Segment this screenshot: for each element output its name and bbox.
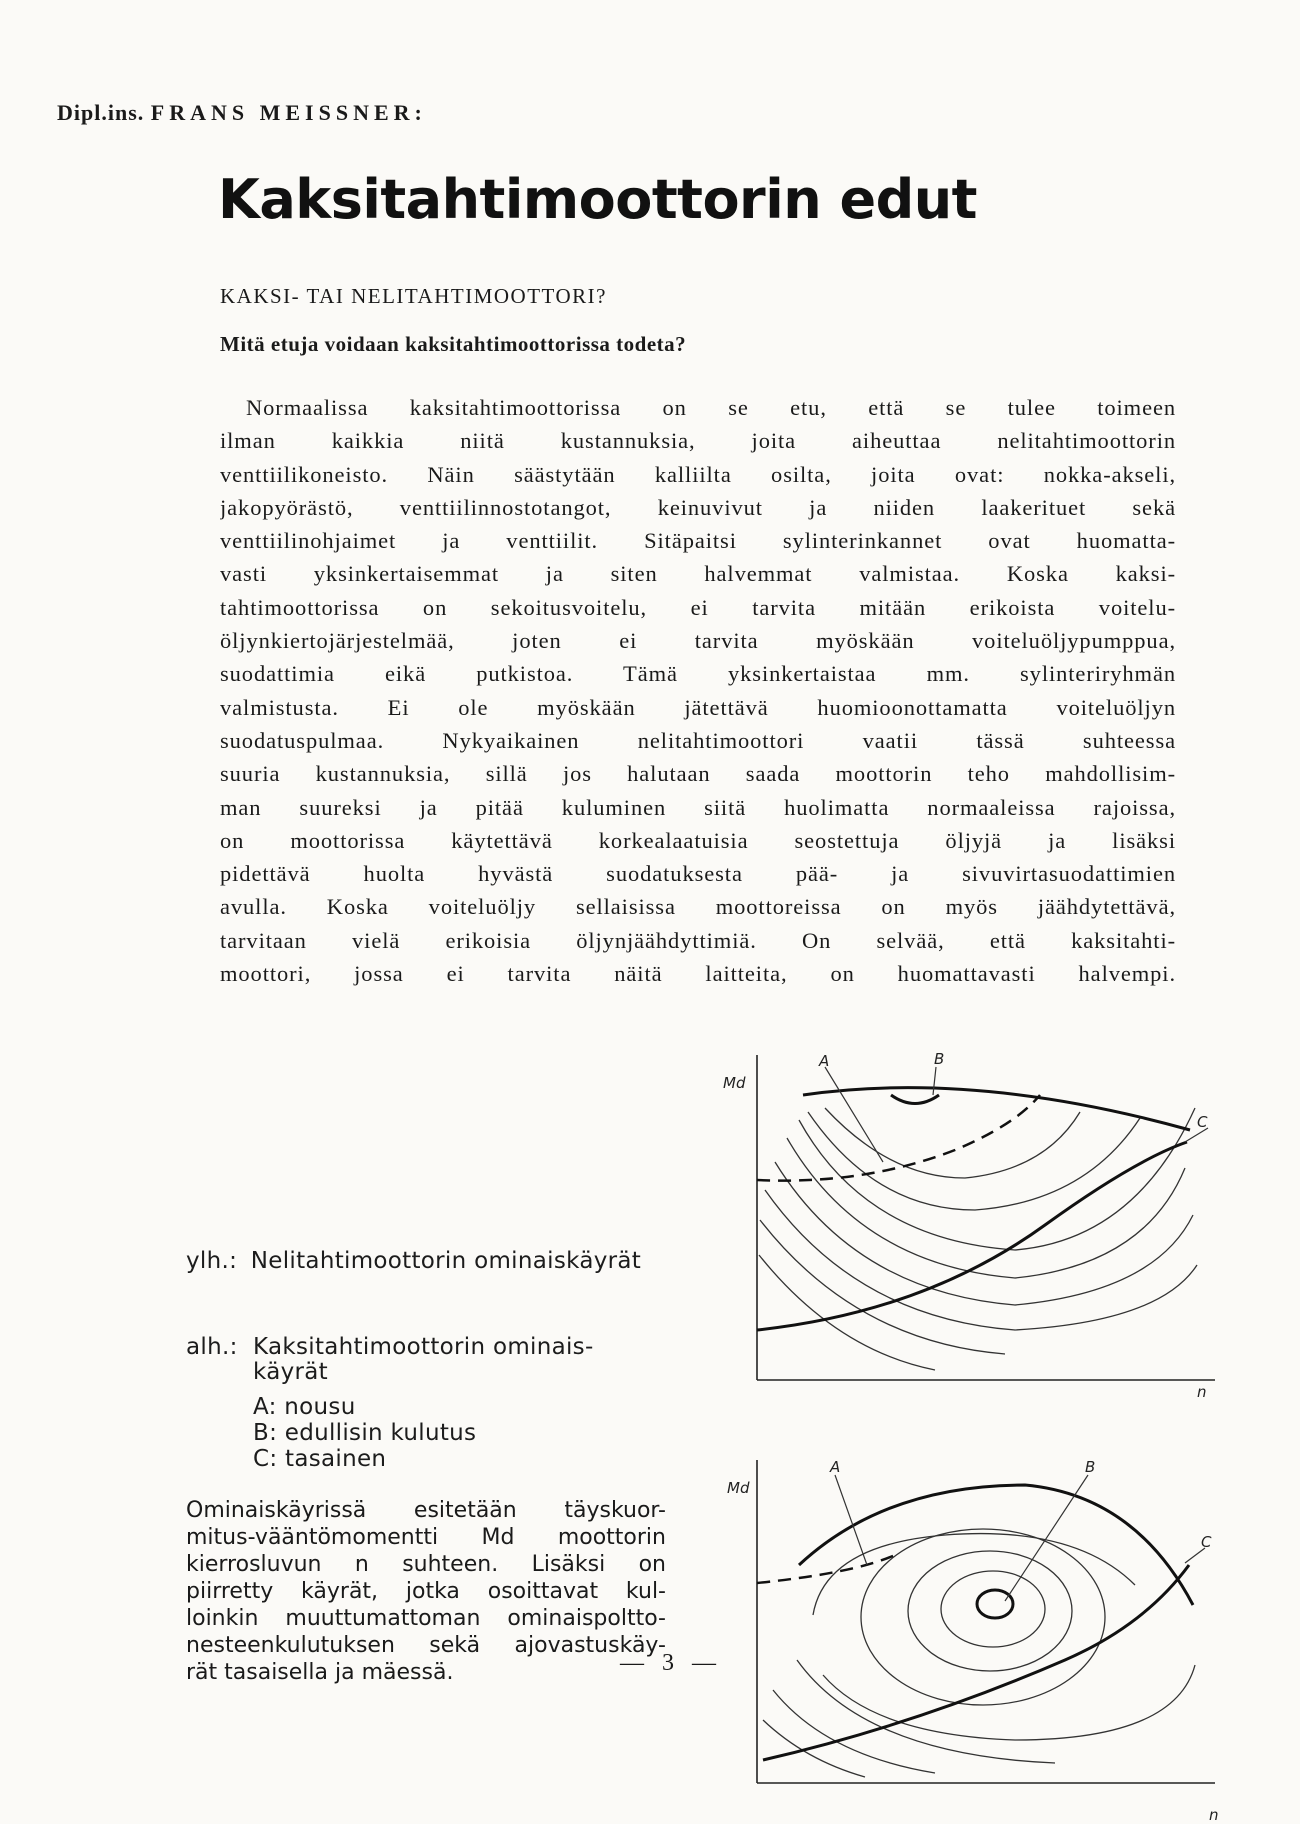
lower-label-a: A: [830, 1458, 841, 1476]
upper-consumption-core: [891, 1095, 939, 1104]
upper-dashed-curve: [757, 1095, 1040, 1181]
body-line-text: suodattimia eikä putkistoa. Tämä yksinkertaistaa mm. sylinteriryhmän: [220, 661, 1176, 687]
body-line-text: avulla. Koska voiteluöljy sellaisissa moottoreissa on myös jäähdytettävä,: [220, 894, 1176, 920]
body-line-text: Normaalissa kaksitahtimoottorissa on se etu, että se tulee toimeen: [246, 395, 1176, 420]
lower-dashed-curve: [757, 1555, 895, 1583]
body-line: [220, 458, 1176, 491]
body-line-text: moottori, jossa ei tarvita näitä laitteita, on huomattavasti halvempi.: [220, 961, 1176, 987]
lower-label-b: B: [1085, 1458, 1096, 1476]
caption-upper-label: ylh.:: [186, 1248, 238, 1274]
body-line: [220, 591, 1176, 624]
caption-paragraph-line: nesteenkulutuksen sekä ajovastuskäy-: [186, 1633, 666, 1658]
author-name: FRANS MEISSNER:: [150, 100, 427, 125]
body-line: [220, 890, 1176, 923]
caption-paragraph-line: piirretty käyrät, jotka osoittavat kul-: [186, 1579, 666, 1604]
legend-c: C: tasainen: [253, 1446, 387, 1472]
caption-upper-text: Nelitahtimoottorin ominaiskäyrät: [250, 1248, 642, 1274]
body-line-text: öljynkiertojärjestelmää, joten ei tarvita myöskään voiteluöljypumppua,: [220, 628, 1176, 654]
caption-paragraph-line: kierrosluvun n suhteen. Lisäksi on: [186, 1552, 666, 1577]
diagram-upper: [715, 1050, 1220, 1400]
body-line-text: man suureksi ja pitää kuluminen siitä huolimatta normaaleissa rajoissa,: [220, 794, 1176, 820]
body-line: [220, 391, 1176, 424]
upper-label-c: C: [1197, 1113, 1208, 1131]
section-heading: KAKSI- TAI NELITAHTIMOOTTORI?: [220, 284, 607, 308]
upper-label-a: A: [819, 1052, 830, 1070]
body-line: [220, 824, 1176, 857]
body-line-text: tahtimoottorissa on sekoitusvoitelu, ei tarvita mitään erikoista voitelu-: [220, 594, 1176, 620]
caption-paragraph: [186, 1497, 666, 1686]
caption-lower-label: alh.:: [186, 1334, 238, 1360]
body-line-text: valmistusta. Ei ole myöskään jätettävä huomioonottamatta voiteluöljyn: [220, 694, 1176, 720]
body-line-text: venttiilikoneisto. Näin säästytään kalliilta osilta, joita ovat: nokka-akseli,: [220, 461, 1176, 487]
lower-full-load-curve: [799, 1485, 1193, 1605]
lower-y-label: Md: [727, 1479, 750, 1497]
body-line: [220, 757, 1176, 790]
caption-upper: [186, 1248, 641, 1274]
author-line: [57, 100, 427, 126]
body-line-text: suodatuspulmaa. Nykyaikainen nelitahtimoottori vaatii tässä suhteessa: [220, 727, 1176, 753]
diagram-lower: [715, 1455, 1220, 1824]
body-text: [220, 391, 1176, 990]
body-line: [220, 924, 1176, 957]
body-line: [220, 524, 1176, 557]
author-prefix: Dipl.ins.: [57, 100, 145, 125]
upper-label-b: B: [934, 1050, 945, 1068]
body-line: [220, 624, 1176, 657]
body-line: [220, 857, 1176, 890]
lower-x-label: n: [1209, 1806, 1219, 1824]
caption-paragraph-line: rät tasaisella ja mäessä.: [186, 1660, 454, 1685]
body-line: [220, 424, 1176, 457]
body-line: [220, 691, 1176, 724]
body-line: [220, 657, 1176, 690]
body-line-text: jakopyörästö, venttiilinnostotangot, keinuvivut ja niiden laakerituet sekä: [220, 494, 1176, 520]
lower-resistance-curve: [763, 1565, 1189, 1760]
body-line-text: pidettävä huolta hyvästä suodatuksesta pää- ja sivuvirtasuodattimien: [220, 861, 1176, 887]
body-line: [220, 957, 1176, 990]
body-line: [220, 724, 1176, 757]
lower-consumption-core: [977, 1590, 1013, 1618]
article-title: Kaksitahtimoottorin edut: [218, 168, 977, 231]
body-line-text: on moottorissa käytettävä korkealaatuisia seostettuja öljyjä ja lisäksi: [220, 827, 1176, 853]
caption-paragraph-line: Ominaiskäyrissä esitetään täyskuor-: [186, 1498, 666, 1523]
body-line: [220, 491, 1176, 524]
lower-label-c: C: [1201, 1533, 1212, 1551]
body-line: [220, 557, 1176, 590]
legend-b: B: edullisin kulutus: [253, 1420, 477, 1446]
page-number: — 3 —: [620, 1650, 722, 1676]
upper-full-load-curve: [803, 1088, 1190, 1130]
upper-x-label: n: [1197, 1383, 1207, 1400]
body-line-text: tarvitaan vielä erikoisia öljynjäähdyttimiä. On selvää, että kaksitahti-: [220, 927, 1176, 953]
upper-y-label: Md: [723, 1074, 746, 1092]
caption-paragraph-line: loinkin muuttumattoman ominaispoltto-: [186, 1606, 666, 1631]
caption-paragraph-line: mitus-vääntömomentti Md moottorin: [186, 1525, 666, 1550]
body-line-text: vasti yksinkertaisemmat ja siten halvemmat valmistaa. Koska kaksi-: [220, 561, 1176, 587]
legend-a: A: nousu: [253, 1394, 356, 1420]
body-line: [220, 791, 1176, 824]
caption-lower-text-2: käyrät: [253, 1359, 328, 1385]
caption-lower-text-1: Kaksitahtimoottorin ominais-: [253, 1334, 594, 1360]
body-line-text: venttiilinohjaimet ja venttiilit. Sitäpaitsi sylinterinkannet ovat huomatta-: [220, 528, 1176, 554]
body-line-text: ilman kaikkia niitä kustannuksia, joita aiheuttaa nelitahtimoottorin: [220, 428, 1176, 454]
upper-resistance-curve: [757, 1142, 1187, 1330]
body-line-text: suuria kustannuksia, sillä jos halutaan saada moottorin teho mahdollisim-: [220, 761, 1176, 787]
section-subheading: Mitä etuja voidaan kaksitahtimoottorissa todeta?: [220, 332, 687, 356]
